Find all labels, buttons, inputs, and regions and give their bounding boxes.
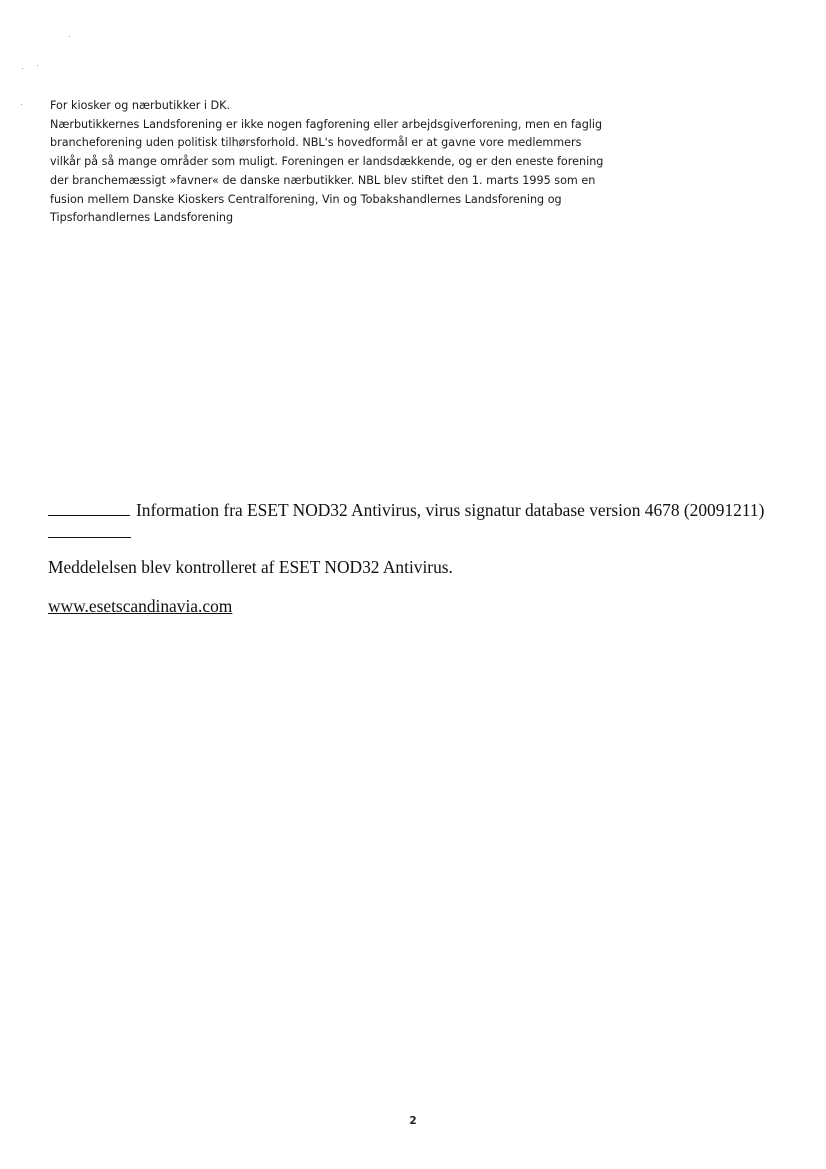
description-line: der branchemæssigt »favner« de danske nærbutikker. NBL blev stiftet den 1. marts 1995 som en bbox=[50, 173, 596, 187]
separator-rule bbox=[48, 537, 131, 538]
antivirus-info-text: Information fra ESET NOD32 Antivirus, virus signatur database version 4678 (20091211) bbox=[136, 500, 765, 520]
antivirus-checked-text: Meddelelsen blev kontrolleret af ESET NOD32 Antivirus. bbox=[48, 557, 453, 577]
description-line: Tipsforhandlernes Landsforening bbox=[50, 211, 234, 225]
description-line: Nærbutikkernes Landsforening er ikke nogen fagforening eller arbejdsgiverforening, men en faglig bbox=[50, 117, 603, 131]
separator-rule bbox=[48, 497, 130, 516]
description-line: vilkår på så mange områder som muligt. Foreningen er landsdækkende, og er den eneste forening bbox=[50, 155, 604, 169]
eset-website-link[interactable]: www.esetscandinavia.com bbox=[48, 596, 233, 616]
description-line: fusion mellem Danske Kioskers Centralforening, Vin og Tobakshandlernes Landsforening og bbox=[50, 192, 562, 206]
association-description bbox=[50, 97, 670, 228]
scan-speck bbox=[22, 68, 23, 69]
scan-speck bbox=[37, 65, 38, 66]
description-line: brancheforening uden politisk tilhørsforhold. NBL's hovedformål er at gavne vore medlemmers bbox=[50, 136, 582, 150]
scan-speck bbox=[69, 36, 70, 37]
scan-speck bbox=[21, 104, 22, 105]
antivirus-info-line bbox=[48, 497, 764, 522]
page-number: 2 bbox=[409, 1115, 417, 1127]
description-line: For kiosker og nærbutikker i DK. bbox=[50, 99, 231, 112]
